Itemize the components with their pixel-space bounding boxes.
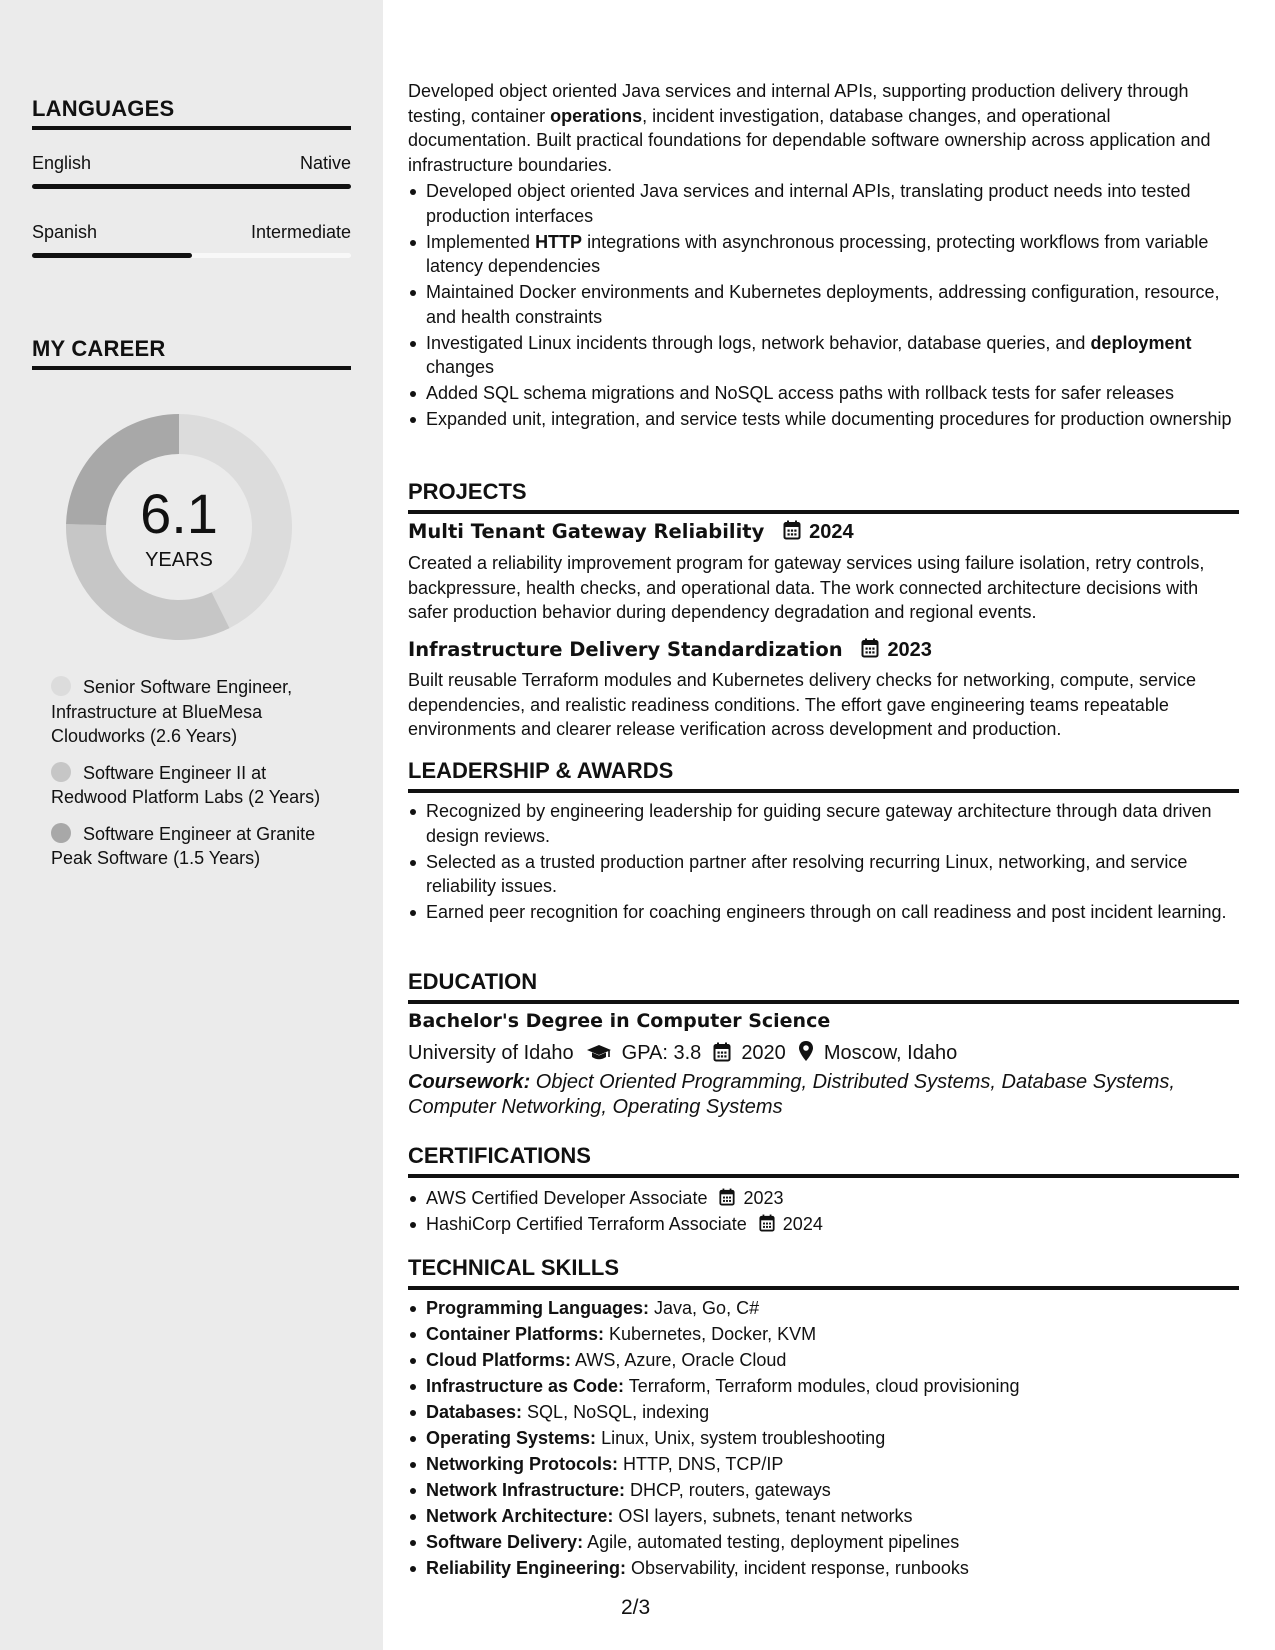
education-divider <box>408 1000 1239 1004</box>
certification-item <box>408 1212 1238 1237</box>
education-location: Moscow, Idaho <box>823 1042 958 1064</box>
language-name: Spanish <box>32 222 98 242</box>
project-name: Infrastructure Delivery Standardization <box>408 638 843 661</box>
career-heading: MY CAREER <box>32 336 166 361</box>
career-legend-dot <box>51 676 71 696</box>
career-legend-dot <box>51 823 71 843</box>
certification-year: 2024 <box>782 1214 823 1234</box>
skill-value: AWS, Azure, Oracle Cloud <box>571 1350 787 1370</box>
project-title <box>408 519 854 545</box>
leadership-item: Earned peer recognition for coaching engineers through on call readiness and post incident learning. <box>408 900 1238 925</box>
skill-value: DHCP, routers, gateways <box>625 1480 831 1500</box>
leadership-item: Recognized by engineering leadership for guiding secure gateway architecture through data driven design reviews. <box>408 799 1238 848</box>
bullet-text: Added SQL schema migrations and NoSQL access paths with rollback tests for safer releases <box>426 383 1175 403</box>
experience-bullet <box>408 331 1238 380</box>
experience-bullet <box>408 179 1238 228</box>
skill-value: Linux, Unix, system troubleshooting <box>596 1428 886 1448</box>
projects-section-header <box>408 478 1239 514</box>
experience-bullet <box>408 230 1238 279</box>
skill-value: Java, Go, C# <box>649 1298 760 1318</box>
skill-value: OSI layers, subnets, tenant networks <box>613 1506 913 1526</box>
leadership-section-header <box>408 757 1239 793</box>
skill-label: Databases: <box>426 1402 523 1422</box>
summary-emphasis: operations <box>550 105 643 126</box>
certifications-section-header <box>408 1142 1239 1178</box>
certification-year: 2023 <box>743 1188 784 1208</box>
experience-bullet <box>408 381 1238 406</box>
certifications-heading: CERTIFICATIONS <box>408 1143 591 1168</box>
skill-value: Agile, automated testing, deployment pipelines <box>583 1532 960 1552</box>
career-role-list <box>51 675 341 883</box>
calendar-icon <box>719 1188 735 1206</box>
leadership-item: Selected as a trusted production partner after resolving recurring Linux, networking, and service reliability issues. <box>408 850 1238 899</box>
education-section-header <box>408 968 1239 1004</box>
skill-label: Cloud Platforms: <box>426 1350 572 1370</box>
main-content <box>383 0 1275 1650</box>
language-bar-spanish <box>32 253 351 258</box>
skill-label: Software Delivery: <box>426 1532 584 1552</box>
bullet-text: Maintained Docker environments and Kubernetes deployments, addressing configuration, resource, and health constraints <box>426 282 1220 327</box>
leadership-list <box>408 799 1238 926</box>
skill-item <box>408 1530 1238 1555</box>
skill-label: Network Architecture: <box>426 1506 614 1526</box>
project-description: Built reusable Terraform modules and Kubernetes delivery checks for networking, compute, service dependencies, and realistic readiness conditions. The effort gave engineering teams repeatable environments and clearer release verification across development and production. <box>408 670 1197 739</box>
certifications-list <box>408 1186 1238 1238</box>
summary-text: , incident investigation, database changes, and operational documentation. Built practical foundations for dependable software ownership across application and infrastructure boundaries. <box>408 105 1211 175</box>
coursework-list: Object Oriented Programming, Distributed Systems, Database Systems, Computer Networking, Operating Systems <box>408 1071 1175 1118</box>
skill-label: Container Platforms: <box>426 1324 605 1344</box>
career-donut-chart <box>66 414 292 640</box>
skill-label: Reliability Engineering: <box>426 1558 627 1578</box>
skills-divider <box>408 1286 1239 1290</box>
skill-item <box>408 1322 1238 1347</box>
bullet-emphasis: HTTP <box>535 231 583 252</box>
career-role-text: Software Engineer at Granite Peak Software (1.5 Years) <box>51 823 316 868</box>
skill-label: Network Infrastructure: <box>426 1480 626 1500</box>
certification-name: HashiCorp Certified Terraform Associate <box>426 1214 747 1234</box>
skill-item <box>408 1426 1238 1451</box>
bullet-text: Developed object oriented Java services and internal APIs, translating product needs into tested production interfaces <box>426 181 1191 226</box>
skill-item <box>408 1348 1238 1373</box>
project-name: Multi Tenant Gateway Reliability <box>408 520 765 543</box>
bullet-text: Implemented <box>426 231 536 252</box>
donut-center <box>66 414 292 640</box>
experience-bullets <box>408 179 1238 433</box>
education-coursework <box>408 1070 1238 1119</box>
career-role-text: Software Engineer II at Redwood Platform Labs (2 Years) <box>51 762 321 807</box>
career-divider <box>32 366 351 370</box>
project-year: 2023 <box>887 639 932 661</box>
education-degree: Bachelor's Degree in Computer Science <box>408 1010 831 1032</box>
leadership-heading: LEADERSHIP & AWARDS <box>408 758 674 783</box>
language-level: Intermediate <box>250 222 351 242</box>
experience-bullet <box>408 407 1238 432</box>
language-name: English <box>32 153 92 173</box>
bullet-text: changes <box>426 357 495 377</box>
skill-label: Infrastructure as Code: <box>426 1376 625 1396</box>
skill-item <box>408 1478 1238 1503</box>
skills-heading: TECHNICAL SKILLS <box>408 1255 620 1280</box>
calendar-icon <box>861 638 879 658</box>
skill-item <box>408 1400 1238 1425</box>
skill-label: Programming Languages: <box>426 1298 650 1318</box>
skill-value: Kubernetes, Docker, KVM <box>604 1324 817 1344</box>
leadership-divider <box>408 789 1239 793</box>
calendar-icon <box>759 1214 775 1232</box>
career-total-unit: YEARS <box>145 549 213 571</box>
language-level: Native <box>299 153 351 173</box>
career-total-value: 6.1 <box>140 482 218 545</box>
career-role-text: Senior Software Engineer, Infrastructure at BlueMesa Cloudworks (2.6 Years) <box>51 677 293 746</box>
skill-item <box>408 1504 1238 1529</box>
education-year: 2020 <box>741 1042 786 1064</box>
page-number: 2/3 <box>621 1596 651 1619</box>
projects-divider <box>408 510 1239 514</box>
skill-item <box>408 1556 1238 1581</box>
projects-heading: PROJECTS <box>408 479 527 504</box>
experience-bullet <box>408 280 1238 329</box>
project-title <box>408 637 932 663</box>
skill-value: HTTP, DNS, TCP/IP <box>618 1454 784 1474</box>
skill-item <box>408 1296 1238 1321</box>
skill-value: Observability, incident response, runbooks <box>626 1558 969 1578</box>
education-gpa: GPA: 3.8 <box>621 1042 702 1064</box>
sidebar <box>0 0 383 1650</box>
certification-item <box>408 1186 1238 1211</box>
certifications-divider <box>408 1174 1239 1178</box>
bullet-text: integrations with asynchronous processing, protecting workflows from variable latency dependencies <box>426 231 1209 276</box>
coursework-label: Coursework: <box>408 1071 531 1093</box>
graduation-cap-icon <box>586 1044 612 1062</box>
bullet-text: Investigated Linux incidents through logs, network behavior, database queries, and <box>426 332 1091 353</box>
skill-value: Terraform, Terraform modules, cloud provisioning <box>624 1376 1020 1396</box>
career-role-item <box>51 675 341 749</box>
skills-section-header <box>408 1254 1239 1290</box>
language-bar-english <box>32 184 351 189</box>
location-pin-icon <box>798 1040 814 1062</box>
calendar-icon <box>713 1042 731 1062</box>
skill-label: Networking Protocols: <box>426 1454 619 1474</box>
skills-list <box>408 1296 1238 1582</box>
languages-heading: LANGUAGES <box>32 96 175 121</box>
skill-item <box>408 1452 1238 1477</box>
career-legend-dot <box>51 762 71 782</box>
education-heading: EDUCATION <box>408 969 538 994</box>
languages-divider <box>32 126 351 130</box>
education-meta <box>408 1040 957 1066</box>
certification-name: AWS Certified Developer Associate <box>426 1188 708 1208</box>
experience-summary <box>408 79 1238 177</box>
career-role-item <box>51 761 341 810</box>
bullet-text: Expanded unit, integration, and service tests while documenting procedures for production ownership <box>426 409 1232 429</box>
skill-label: Operating Systems: <box>426 1428 597 1448</box>
summary-text: Developed object oriented Java services and internal APIs, supporting production delivery through testing, container <box>408 81 1189 126</box>
language-bar-fill <box>32 184 351 189</box>
education-school: University of Idaho <box>408 1042 574 1064</box>
calendar-icon <box>783 520 801 540</box>
skill-value: SQL, NoSQL, indexing <box>522 1402 710 1422</box>
skill-item <box>408 1374 1238 1399</box>
project-year: 2024 <box>809 521 854 543</box>
career-role-item <box>51 822 341 871</box>
project-description: Created a reliability improvement program for gateway services using failure isolation, retry controls, backpressure, health checks, and operational data. The work connected architecture decisions with safer production behavior during dependency degradation and regional events. <box>408 553 1205 622</box>
bullet-emphasis: deployment <box>1090 332 1192 353</box>
language-bar-fill <box>32 253 192 258</box>
